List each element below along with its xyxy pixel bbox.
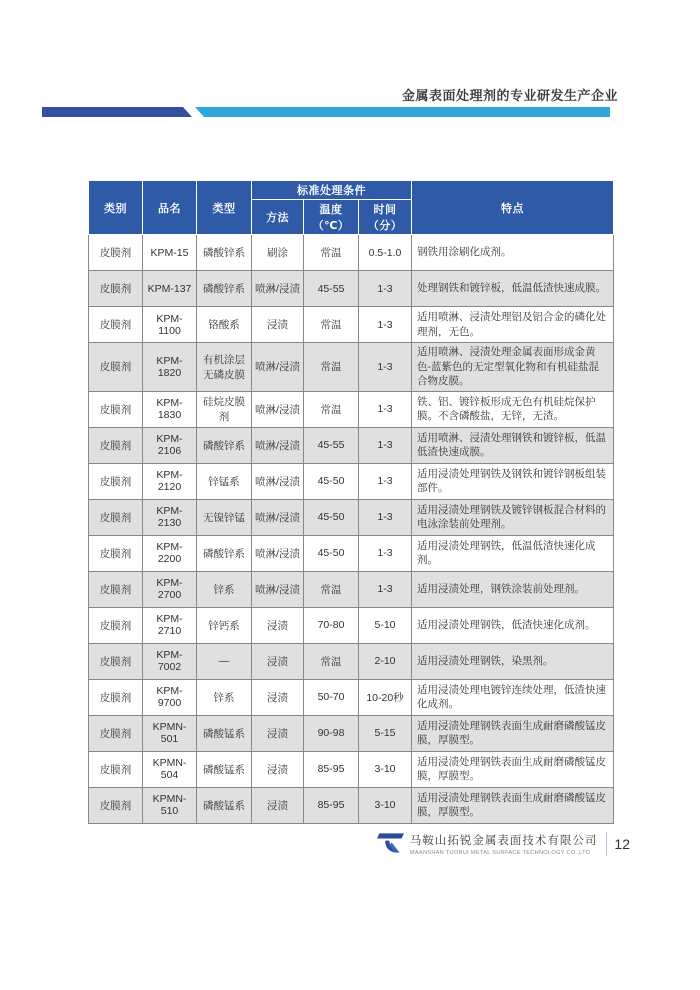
col-header-conditions: 标准处理条件 bbox=[252, 181, 412, 200]
company-name-block bbox=[410, 832, 598, 856]
company-name-en: MAANSHAN TUORUI METAL SURFACE TECHNOLOGY CO.,LTD bbox=[409, 850, 591, 856]
col-header-category: 类别 bbox=[89, 181, 143, 235]
cell-product-name: KPM-2120 bbox=[143, 463, 197, 499]
col-header-method: 方法 bbox=[252, 200, 304, 235]
cell-method: 喷淋/浸渍 bbox=[252, 535, 304, 571]
company-name-cn: 马鞍山拓锐金属表面技术有限公司 bbox=[409, 835, 598, 847]
cell-product-name: KPM-137 bbox=[143, 271, 197, 307]
cell-category: 皮膜剂 bbox=[89, 715, 143, 751]
cell-category: 皮膜剂 bbox=[89, 643, 143, 679]
cell-product-name: KPMN-510 bbox=[143, 787, 197, 823]
cell-category: 皮膜剂 bbox=[89, 271, 143, 307]
cell-type: 锌钙系 bbox=[197, 607, 252, 643]
table-row bbox=[89, 343, 614, 392]
table-row bbox=[89, 271, 614, 307]
cell-temperature: 50-70 bbox=[304, 679, 359, 715]
cell-type: 磷酸锌系 bbox=[197, 427, 252, 463]
header-tagline: 金属表面处理剂的专业研发生产企业 bbox=[401, 88, 618, 103]
cell-product-name: KPM-7002 bbox=[143, 643, 197, 679]
table-body bbox=[89, 235, 614, 824]
cell-features: 铁、铝、镀锌板形成无色有机硅烷保护膜。不含磷酸盐，无锌，无渣。 bbox=[412, 391, 614, 427]
cell-product-name: KPMN-501 bbox=[143, 715, 197, 751]
cell-method: 喷淋/浸渍 bbox=[252, 271, 304, 307]
cell-category: 皮膜剂 bbox=[89, 307, 143, 343]
cell-time: 1-3 bbox=[359, 535, 412, 571]
cell-method: 浸渍 bbox=[252, 679, 304, 715]
cell-product-name: KPM-2710 bbox=[143, 607, 197, 643]
cell-temperature: 常温 bbox=[304, 571, 359, 607]
cell-category: 皮膜剂 bbox=[89, 607, 143, 643]
cell-category: 皮膜剂 bbox=[89, 235, 143, 271]
cell-temperature: 常温 bbox=[304, 391, 359, 427]
cell-type: 磷酸锌系 bbox=[197, 271, 252, 307]
cell-category: 皮膜剂 bbox=[89, 343, 143, 392]
table-row bbox=[89, 787, 614, 823]
col-header-temperature: 温度（℃） bbox=[304, 200, 359, 235]
table-row bbox=[89, 715, 614, 751]
cell-type: 有机涂层无磷皮膜 bbox=[197, 343, 252, 392]
cell-product-name: KPM-2200 bbox=[143, 535, 197, 571]
cell-features: 适用喷淋、浸渍处理钢铁和镀锌板，低温低渣快速成膜。 bbox=[412, 427, 614, 463]
table-row bbox=[89, 391, 614, 427]
cell-method: 浸渍 bbox=[252, 715, 304, 751]
cell-features: 适用喷淋、浸渍处理铝及铝合金的磷化处理剂，无色。 bbox=[412, 307, 614, 343]
table-row bbox=[89, 643, 614, 679]
cell-features: 适用喷淋、浸渍处理金属表面形成金黄色-蓝紫色的无定型氧化物和有机硅盐混合物皮膜。 bbox=[412, 343, 614, 392]
cell-temperature: 45-50 bbox=[304, 463, 359, 499]
cell-temperature: 45-55 bbox=[304, 271, 359, 307]
cell-category: 皮膜剂 bbox=[89, 391, 143, 427]
cell-features: 适用浸渍处理钢铁表面生成耐磨磷酸锰皮膜，厚膜型。 bbox=[412, 787, 614, 823]
cell-type: — bbox=[197, 643, 252, 679]
cell-category: 皮膜剂 bbox=[89, 787, 143, 823]
cell-temperature: 45-55 bbox=[304, 427, 359, 463]
cell-category: 皮膜剂 bbox=[89, 499, 143, 535]
table-row bbox=[89, 751, 614, 787]
cell-time: 1-3 bbox=[359, 571, 412, 607]
cell-method: 喷淋/浸渍 bbox=[252, 463, 304, 499]
products-table bbox=[88, 180, 614, 824]
cell-category: 皮膜剂 bbox=[89, 679, 143, 715]
cell-temperature: 常温 bbox=[304, 235, 359, 271]
cell-method: 浸渍 bbox=[252, 643, 304, 679]
cell-temperature: 70-80 bbox=[304, 607, 359, 643]
cell-type: 磷酸锰系 bbox=[197, 787, 252, 823]
cell-features: 适用浸渍处理钢铁表面生成耐磨磷酸锰皮膜，厚膜型。 bbox=[412, 751, 614, 787]
cell-method: 喷淋/浸渍 bbox=[252, 391, 304, 427]
table-row bbox=[89, 679, 614, 715]
cell-time: 1-3 bbox=[359, 307, 412, 343]
cell-method: 浸渍 bbox=[252, 751, 304, 787]
cell-method: 刷涂 bbox=[252, 235, 304, 271]
table-header bbox=[89, 181, 614, 235]
cell-temperature: 45-50 bbox=[304, 535, 359, 571]
cell-type: 锌系 bbox=[197, 679, 252, 715]
cell-method: 喷淋/浸渍 bbox=[252, 499, 304, 535]
table-row bbox=[89, 235, 614, 271]
cell-features: 适用浸渍处理钢铁及镀锌钢板混合材料的电泳涂装前处理剂。 bbox=[412, 499, 614, 535]
cell-method: 喷淋/浸渍 bbox=[252, 427, 304, 463]
cell-time: 1-3 bbox=[359, 391, 412, 427]
table-row bbox=[89, 463, 614, 499]
cell-features: 适用浸渍处理，钢铁涂装前处理剂。 bbox=[412, 571, 614, 607]
cell-features: 适用浸渍处理钢铁及钢铁和镀锌钢板组装部件。 bbox=[412, 463, 614, 499]
page-footer bbox=[377, 831, 630, 857]
cell-category: 皮膜剂 bbox=[89, 571, 143, 607]
cell-type: 铬酸系 bbox=[197, 307, 252, 343]
company-logo-icon bbox=[377, 831, 404, 857]
cell-time: 1-3 bbox=[359, 271, 412, 307]
cell-temperature: 90-98 bbox=[304, 715, 359, 751]
cell-category: 皮膜剂 bbox=[89, 427, 143, 463]
cell-method: 浸渍 bbox=[252, 307, 304, 343]
header-divider-bar bbox=[42, 107, 610, 117]
cell-product-name: KPM-2130 bbox=[143, 499, 197, 535]
cell-category: 皮膜剂 bbox=[89, 751, 143, 787]
table-row bbox=[89, 571, 614, 607]
cell-method: 浸渍 bbox=[252, 607, 304, 643]
col-header-type: 类型 bbox=[197, 181, 252, 235]
cell-features: 处理钢铁和镀锌板，低温低渣快速成膜。 bbox=[412, 271, 614, 307]
cell-method: 喷淋/浸渍 bbox=[252, 571, 304, 607]
cell-time: 10-20秒 bbox=[359, 679, 412, 715]
table-row bbox=[89, 499, 614, 535]
cell-product-name: KPM-15 bbox=[143, 235, 197, 271]
cell-type: 硅烷皮膜剂 bbox=[197, 391, 252, 427]
bar-dark-segment bbox=[42, 107, 192, 117]
cell-features: 适用浸渍处理电镀锌连续处理，低渣快速化成剂。 bbox=[412, 679, 614, 715]
cell-temperature: 常温 bbox=[304, 343, 359, 392]
cell-product-name: KPMN-504 bbox=[143, 751, 197, 787]
col-header-features: 特点 bbox=[412, 181, 614, 235]
cell-type: 磷酸锰系 bbox=[197, 751, 252, 787]
cell-temperature: 常温 bbox=[304, 307, 359, 343]
cell-product-name: KPM-1100 bbox=[143, 307, 197, 343]
cell-time: 0.5-1.0 bbox=[359, 235, 412, 271]
cell-features: 适用浸渍处理钢铁，低渣快速化成剂。 bbox=[412, 607, 614, 643]
cell-time: 5-15 bbox=[359, 715, 412, 751]
cell-time: 2-10 bbox=[359, 643, 412, 679]
cell-time: 1-3 bbox=[359, 427, 412, 463]
cell-product-name: KPM-2700 bbox=[143, 571, 197, 607]
bar-light-segment bbox=[192, 107, 610, 117]
cell-product-name: KPM-9700 bbox=[143, 679, 197, 715]
col-header-product: 品名 bbox=[143, 181, 197, 235]
cell-features: 适用浸渍处理钢铁表面生成耐磨磷酸锰皮膜，厚膜型。 bbox=[412, 715, 614, 751]
cell-category: 皮膜剂 bbox=[89, 463, 143, 499]
cell-product-name: KPM-1830 bbox=[143, 391, 197, 427]
cell-time: 1-3 bbox=[359, 343, 412, 392]
footer-divider bbox=[606, 832, 607, 856]
cell-temperature: 常温 bbox=[304, 643, 359, 679]
cell-temperature: 45-50 bbox=[304, 499, 359, 535]
cell-temperature: 85-95 bbox=[304, 751, 359, 787]
cell-type: 磷酸锰系 bbox=[197, 715, 252, 751]
cell-features: 适用浸渍处理钢铁，染黑剂。 bbox=[412, 643, 614, 679]
cell-type: 磷酸锌系 bbox=[197, 535, 252, 571]
table-row bbox=[89, 307, 614, 343]
cell-time: 5-10 bbox=[359, 607, 412, 643]
cell-product-name: KPM-2106 bbox=[143, 427, 197, 463]
cell-category: 皮膜剂 bbox=[89, 535, 143, 571]
cell-type: 磷酸锌系 bbox=[197, 235, 252, 271]
table-row bbox=[89, 607, 614, 643]
cell-features: 钢铁用涂刷化成剂。 bbox=[412, 235, 614, 271]
table-row bbox=[89, 535, 614, 571]
cell-type: 锌锰系 bbox=[197, 463, 252, 499]
cell-temperature: 85-95 bbox=[304, 787, 359, 823]
cell-features: 适用浸渍处理钢铁，低温低渣快速化成剂。 bbox=[412, 535, 614, 571]
cell-time: 3-10 bbox=[359, 787, 412, 823]
cell-method: 喷淋/浸渍 bbox=[252, 343, 304, 392]
table-row bbox=[89, 427, 614, 463]
cell-product-name: KPM-1820 bbox=[143, 343, 197, 392]
col-header-time: 时间（分） bbox=[359, 200, 412, 235]
cell-time: 1-3 bbox=[359, 463, 412, 499]
cell-type: 无镍锌锰 bbox=[197, 499, 252, 535]
cell-type: 锌系 bbox=[197, 571, 252, 607]
cell-time: 3-10 bbox=[359, 751, 412, 787]
cell-method: 浸渍 bbox=[252, 787, 304, 823]
page-number: 12 bbox=[614, 836, 630, 852]
cell-time: 1-3 bbox=[359, 499, 412, 535]
